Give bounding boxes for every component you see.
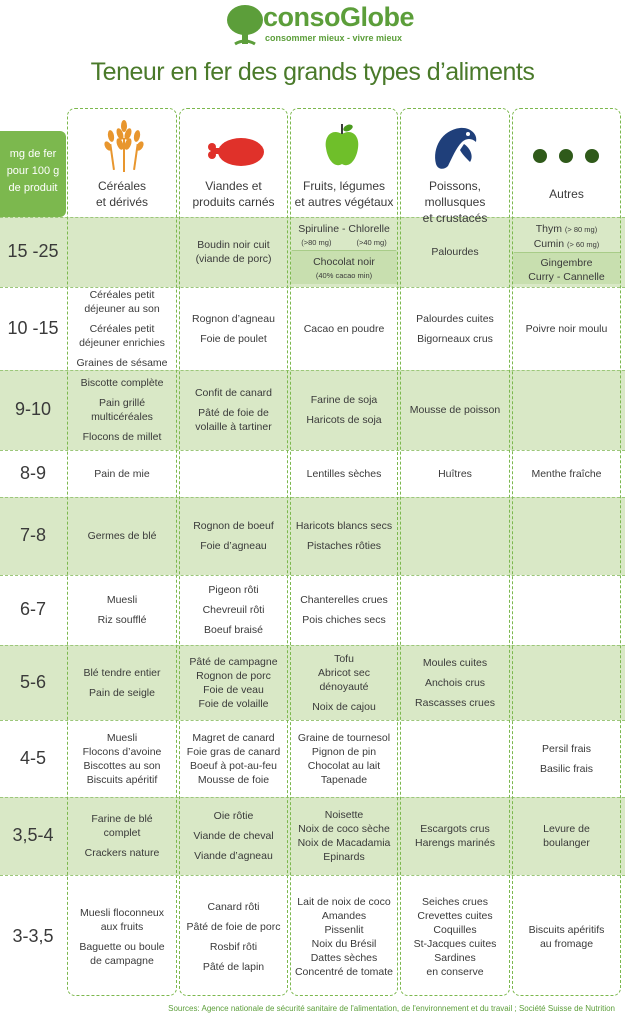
food-cell: Menthe fraîche (531, 467, 602, 480)
food-cell: Pigeon rôti Chevreuil rôti Boeuf braisé (202, 584, 265, 636)
brand-logo (225, 2, 415, 48)
food-cell: Noisette Noix de coco sèche Noix de Macadamia Epinards (297, 809, 391, 863)
food-cell: Tofu Abricot sec dénoyauté Noix de cajou (312, 652, 376, 713)
iron-range-label: 8-9 (19, 462, 46, 483)
iron-range-label: 4-5 (19, 747, 46, 768)
food-cell: Muesli Flocons d’avoine Biscottes au son Biscuits apéritif (82, 731, 162, 786)
food-cell: Lentilles sèches (306, 467, 382, 480)
iron-range-label: 7-8 (19, 525, 46, 545)
food-cell: Moules cuites Anchois crus Rascasses crues (415, 656, 495, 709)
iron-range-label: 5-6 (19, 671, 46, 692)
header-viandes: Viandes et produits carnés (192, 179, 275, 209)
wheat-icon (102, 120, 146, 172)
food-cell: Canard rôti Pâté de foie de porc Rosbif rôti Pâté de lapin (186, 900, 281, 973)
food-cell: Biscuits apéritifs au fromage (528, 923, 605, 950)
header-poissons: Poissons, mollusques et crustacés (422, 179, 488, 225)
brand-tagline: consommer mieux - vivre mieux (265, 33, 403, 43)
food-cell: Oie rôtie Viande de cheval Viande d’agneau (193, 810, 274, 862)
food-cell: Muesli floconneux aux fruits Baguette ou boule de campagne (79, 906, 165, 967)
food-cell: Poivre noir moulu (525, 322, 608, 335)
food-cell: Chanterelles crues Pois chiches secs (300, 594, 388, 626)
food-cell: Boudin noir cuit (viande de porc) (195, 239, 272, 265)
dots-icon (530, 147, 602, 165)
page-title: Teneur en fer des grands types d’aliments (90, 58, 535, 86)
fruits-15-25-divider (292, 250, 396, 251)
header-cereales: Céréales et dérivés (95, 179, 149, 209)
header-autres: Autres (549, 187, 584, 201)
column-frame-poissons (400, 108, 510, 996)
food-cell: Rognon de boeuf Foie d’agneau (193, 520, 274, 552)
iron-range-label: 3-3,5 (12, 925, 54, 946)
food-cell: Blé tendre entier Pain de seigle (83, 666, 161, 699)
column-frame-cereales (67, 108, 177, 996)
food-cell: Magret de canard Foie gras de canard Boeuf à pot-au-feu Mousse de foie (186, 731, 281, 786)
food-cell: Seiches crues Crevettes cuites Coquilles St-Jacques cuites Sardines en conserve (413, 895, 497, 978)
iron-range-label: 6-7 (19, 599, 46, 619)
food-cell: Cacao en poudre (303, 322, 385, 335)
food-cell: Persil frais Basilic frais (539, 742, 594, 775)
unit-label: mg de fer pour 100 g de produit (0, 131, 66, 217)
food-cell: Palourdes (431, 246, 479, 258)
iron-range-label: 3,5-4 (12, 825, 54, 845)
food-cell: Huîtres (438, 467, 472, 480)
iron-range-label: 10 -15 (7, 317, 59, 338)
sources-note: Sources: Agence nationale de sécurité sanitaire de l'alimentation, de l'environnement et du travail ; Société Suisse de Nutrition (168, 1004, 615, 1013)
iron-range-label: 9-10 (14, 399, 52, 419)
food-cell: Graine de tournesol Pignon de pin Chocolat au lait Tapenade (297, 731, 391, 786)
iron-range-label: 15 -25 (7, 241, 59, 261)
food-cell: Muesli Riz soufflé (97, 594, 147, 626)
fruits-15-25-top: Spiruline - Chlorelle (>80 mg) (>40 mg) (298, 223, 390, 247)
autres-15-25-top: Thym (> 80 mg) Cumin (> 60 mg) (533, 223, 600, 250)
food-cell: Mousse de poisson (409, 404, 501, 416)
food-cell: Levure de boulanger (543, 823, 590, 849)
food-cell: Pâté de campagne Rognon de porc Foie de veau Foie de volaille (189, 655, 278, 710)
food-cell: Farine de soja Haricots de soja (306, 394, 382, 426)
food-cell: Céréales petit déjeuner au son Céréales petit déjeuner enrichies Graines de sésame (76, 288, 168, 369)
food-cell: Palourdes cuites Bigorneaux crus (416, 312, 494, 345)
food-cell: Germes de blé (87, 530, 157, 542)
header-fruits: Fruits, légumes et autres végétaux (294, 179, 394, 209)
food-cell: Pain de mie (94, 467, 150, 480)
fruits-15-25-bottom: Chocolat noir (40% cacao min) (313, 256, 375, 280)
food-cell: Rognon d’agneau Foie de poulet (192, 312, 275, 345)
food-cell: Biscotte complète Pain grillé multicéréales Flocons de millet (80, 377, 164, 443)
autres-15-25-divider (514, 252, 620, 253)
apple-icon (324, 122, 360, 168)
fish-icon (430, 124, 482, 170)
food-cell: Farine de blé complet Crackers nature (84, 813, 160, 859)
brand-name: consoGlobe (263, 2, 415, 32)
food-cell: Confit de canard Pâté de foie de volaille à tartiner (194, 387, 273, 433)
food-cell: Lait de noix de coco Amandes Pissenlit Noix du Brésil Dattes sèches Concentré de tomate (294, 895, 394, 978)
autres-15-25-bottom: Gingembre Curry - Cannelle (528, 257, 605, 283)
meat-icon (207, 134, 265, 168)
food-cell: Haricots blancs secs Pistaches rôties (295, 520, 393, 552)
food-cell: Escargots crus Harengs marinés (415, 823, 495, 849)
tree-icon (225, 4, 265, 48)
